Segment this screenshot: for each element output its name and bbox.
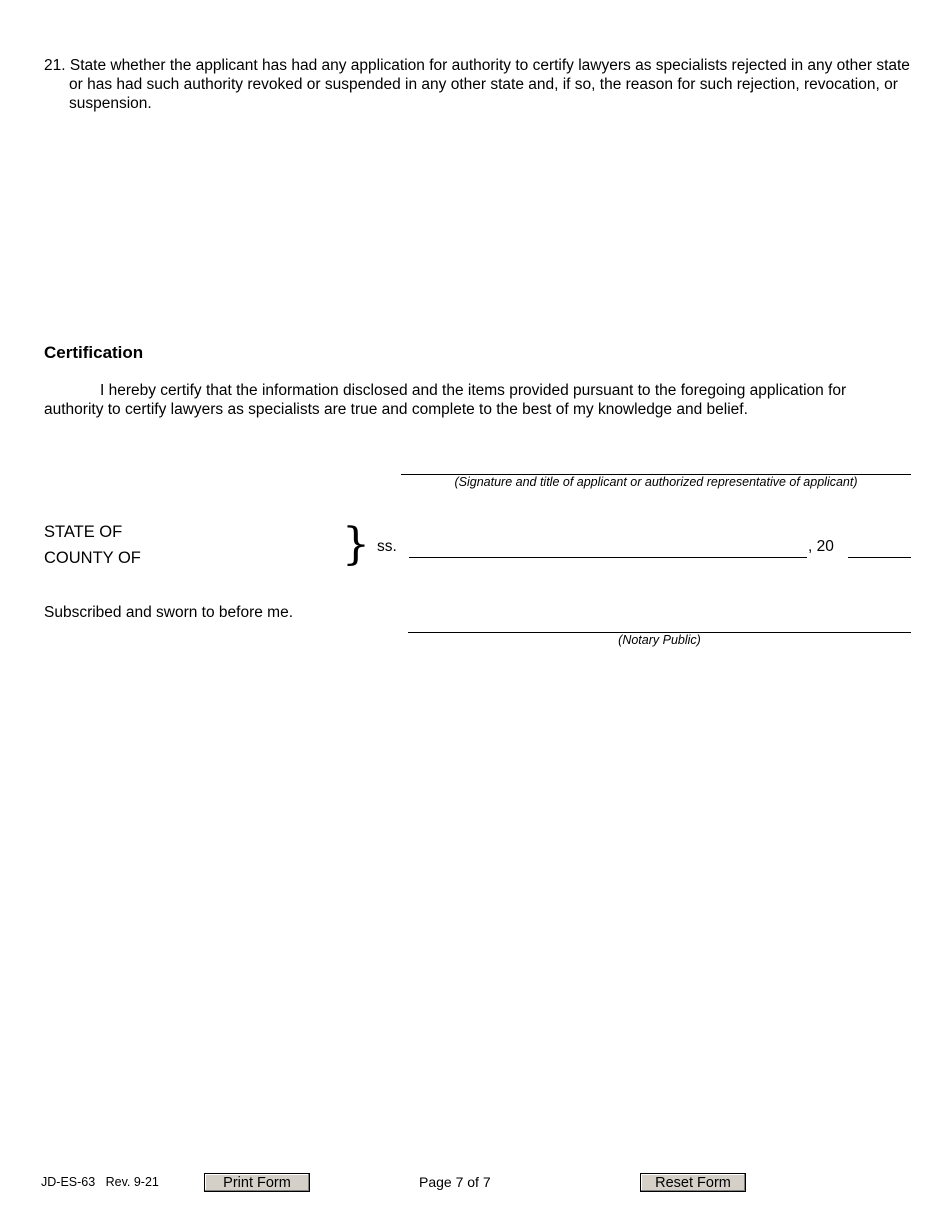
form-id: JD-ES-63 Rev. 9-21 xyxy=(41,1175,159,1189)
certification-heading: Certification xyxy=(44,343,144,362)
print-form-button[interactable]: Print Form xyxy=(204,1173,310,1192)
year-prefix: , 20 xyxy=(808,538,834,555)
reset-form-button[interactable]: Reset Form xyxy=(640,1173,746,1192)
ss-label: ss. xyxy=(377,538,397,555)
signature-caption: (Signature and title of applicant or authorized representative of applicant) xyxy=(454,475,858,489)
question-text: State whether the applicant has had any application for authority to certify lawyers as specialists rejected in any other state or has had such authority revoked or suspended in any other state and, if so, the reason for such rejection, revocation, or suspension. xyxy=(69,57,910,112)
answer-21-field[interactable] xyxy=(44,118,910,328)
notary-caption: (Notary Public) xyxy=(618,633,701,647)
state-of-label: STATE OF xyxy=(44,523,123,541)
page-number: Page 7 of 7 xyxy=(419,1174,491,1190)
brace-icon: } xyxy=(342,519,370,570)
date-field[interactable] xyxy=(409,557,807,558)
year-field[interactable] xyxy=(848,557,911,558)
county-of-label: COUNTY OF xyxy=(44,549,141,567)
certification-body: I hereby certify that the information disclosed and the items provided pursuant to the foregoing application for authority to certify lawyers as specialists are true and complete to the best of my knowledge and belief. xyxy=(44,382,847,418)
sworn-text: Subscribed and sworn to before me. xyxy=(44,604,293,621)
question-21 xyxy=(44,56,919,113)
question-number: 21. xyxy=(44,57,66,74)
